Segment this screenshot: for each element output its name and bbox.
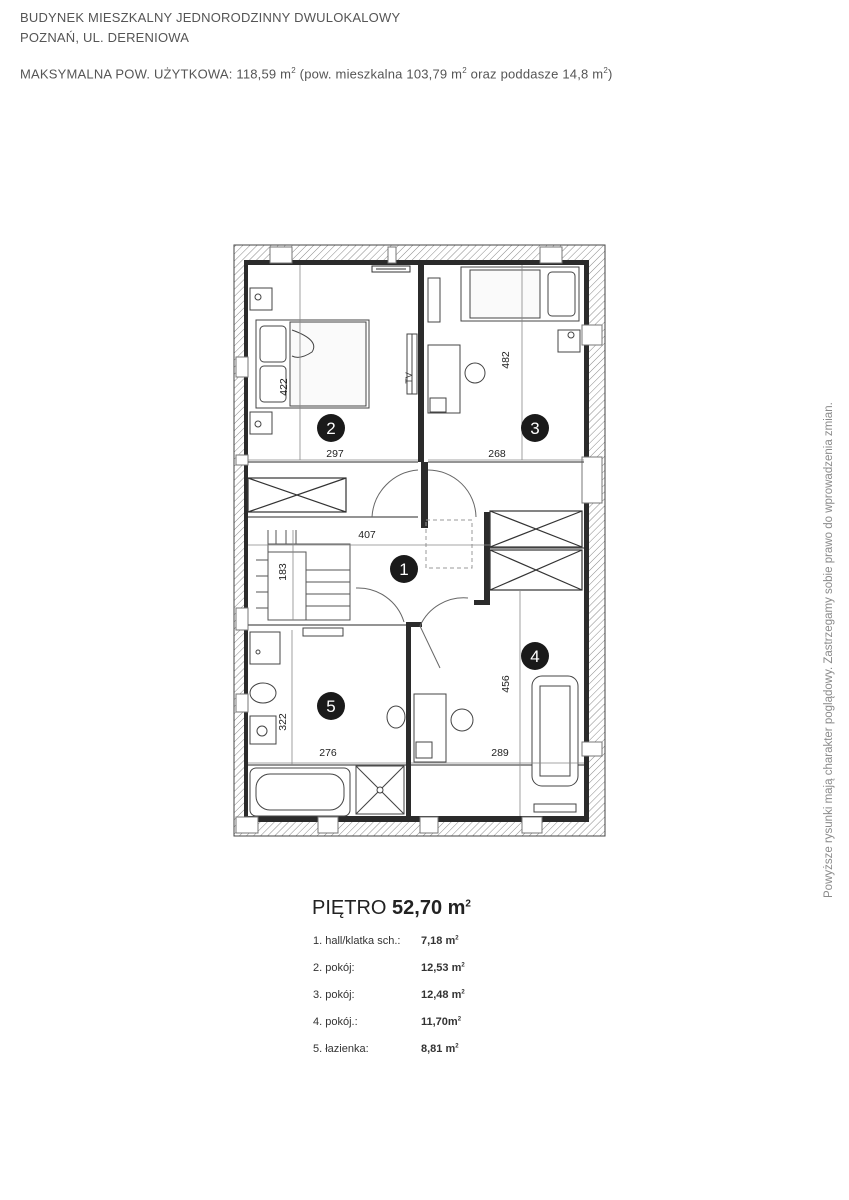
bed-double [256,320,369,408]
disclaimer-note: Powyższe rysunki mają charakter poglądowy. Zastrzegamy sobie prawo do wprowadzenia zmian. [823,402,835,898]
room-marker-2 [317,414,345,442]
room-marker-5 [317,692,345,720]
legend-row-5: 5. łazienka: 8,81 $m^2$ [313,1043,459,1055]
svg-text:2: 2 [326,419,336,438]
dimension-276: 276 [319,747,337,759]
dimension-407: 407 [358,529,376,541]
legend-row-2: 2. pokój: 12,53 $m^2$ [313,962,465,974]
dimension-297: 297 [326,448,344,460]
sofa [532,676,578,786]
project-title: BUDYNEK MIESZKALNY JEDNORODZINNY DWULOKALOWY [20,10,401,25]
dimension-322: 322 [277,713,289,731]
dimension-456: 456 [500,675,512,693]
usable-area-note: MAKSYMALNA POW. UŻYTKOWA: 118,59 $m^2$ (pow. mieszkalna 103,79 $m^2$ oraz poddasze 14,8 $m^2$) [20,66,613,82]
legend-row-1: 1. hall/klatka sch.: 7,18 $m^2$ [313,935,459,947]
dimension-183: 183 [277,563,289,581]
floor-area-title: PIĘTRO 52,70 $m^2$ [312,897,471,919]
legend-row-4: 4. pokój.: $11,70m^2$ [313,1016,462,1028]
dimension-268: 268 [488,448,506,460]
room-marker-4 [521,642,549,670]
svg-text:4: 4 [530,647,540,666]
svg-text:3: 3 [530,419,540,438]
dimension-289: 289 [491,747,509,759]
radiator-room2 [372,266,410,272]
svg-text:1: 1 [399,560,409,579]
dimension-482: 482 [500,351,512,369]
legend-row-3: 3. pokój: 12,48 $m^2$ [313,989,465,1001]
bed-single [461,267,579,321]
svg-text:5: 5 [326,697,336,716]
project-address: POZNAŃ, UL. DERENIOWA [20,30,190,45]
tv-label: TV [404,372,414,384]
room-marker-1 [390,555,418,583]
dimension-422: 422 [278,378,290,396]
room-marker-3 [521,414,549,442]
